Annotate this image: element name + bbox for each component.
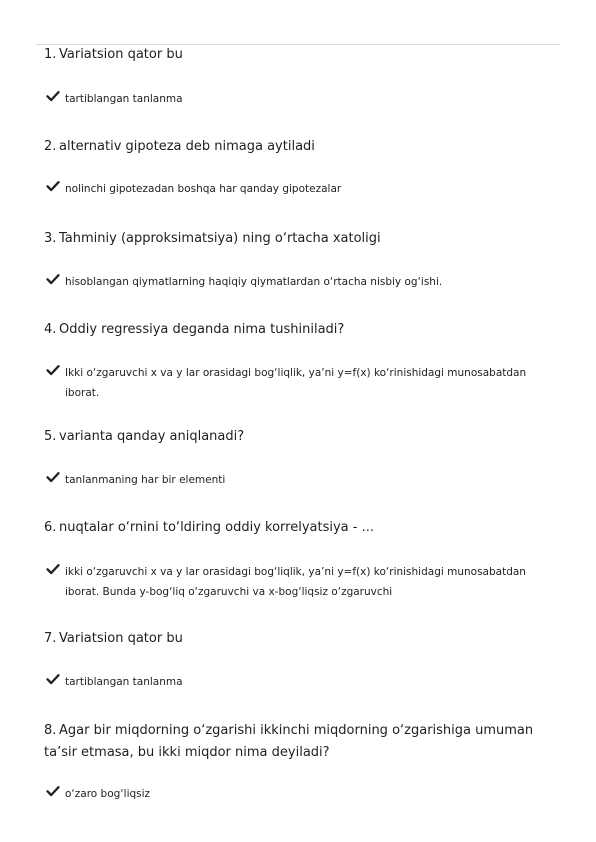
answer-1 <box>46 89 536 109</box>
check-icon <box>46 784 64 802</box>
question-4: 4. Oddiy regressiya deganda nima tushiniladi? <box>44 322 345 337</box>
check-icon <box>46 672 64 690</box>
answer-8 <box>46 784 536 804</box>
answer-text: nolinchi gipotezadan boshqa har qanday gipotezalar <box>65 183 342 195</box>
check-icon <box>46 562 64 580</box>
check-icon <box>46 470 64 488</box>
question-3: 3. Tahminiy (approksimatsiya) ning o‘rtacha xatoligi <box>44 231 381 246</box>
answer-text: hisoblangan qiymatlarning haqiqiy qiymatlardan o‘rtacha nisbiy og‘ishi. <box>65 276 443 288</box>
answer-3 <box>46 272 536 292</box>
answer-text: tartiblangan tanlanma <box>65 676 183 688</box>
check-icon <box>46 363 64 381</box>
answer-text: o‘zaro bog‘liqsiz <box>65 788 151 800</box>
check-icon <box>46 179 64 197</box>
answer-5 <box>46 470 536 490</box>
answer-4 <box>46 363 536 403</box>
question-8: 8. Agar bir miqdorning o‘zgarishi ikkinchi miqdorning o‘zgarishiga umuman ta’sir etmasa, bu ikki miqdor nima deyiladi? <box>44 723 534 760</box>
question-1: 1. Variatsion qator bu <box>44 47 183 62</box>
answer-text: Ikki o‘zgaruvchi x va y lar orasidagi bog‘liqlik, ya’ni y=f(x) ko‘rinishidagi munosabatdan iborat. <box>65 367 527 399</box>
check-icon <box>46 89 64 107</box>
answer-text: ikki o‘zgaruvchi x va y lar orasidagi bog‘liqlik, ya’ni y=f(x) ko‘rinishidagi munosabatdan iborat. Bunda y-bog‘liq o‘zgaruvchi va x-bog‘liqsiz o‘zgaruvchi <box>65 566 526 598</box>
question-5: 5. varianta qanday aniqlanadi? <box>44 429 245 444</box>
question-7: 7. Variatsion qator bu <box>44 631 183 646</box>
answer-text: tartiblangan tanlanma <box>65 93 183 105</box>
question-6: 6. nuqtalar o‘rnini to‘ldiring oddiy korrelyatsiya - ... <box>44 520 374 535</box>
check-icon <box>46 272 64 290</box>
question-2: 2. alternativ gipoteza deb nimaga aytiladi <box>44 139 315 154</box>
answer-7 <box>46 672 536 692</box>
answer-text: tanlanmaning har bir elementi <box>65 474 226 486</box>
answer-2 <box>46 179 536 199</box>
answer-6 <box>46 562 536 602</box>
